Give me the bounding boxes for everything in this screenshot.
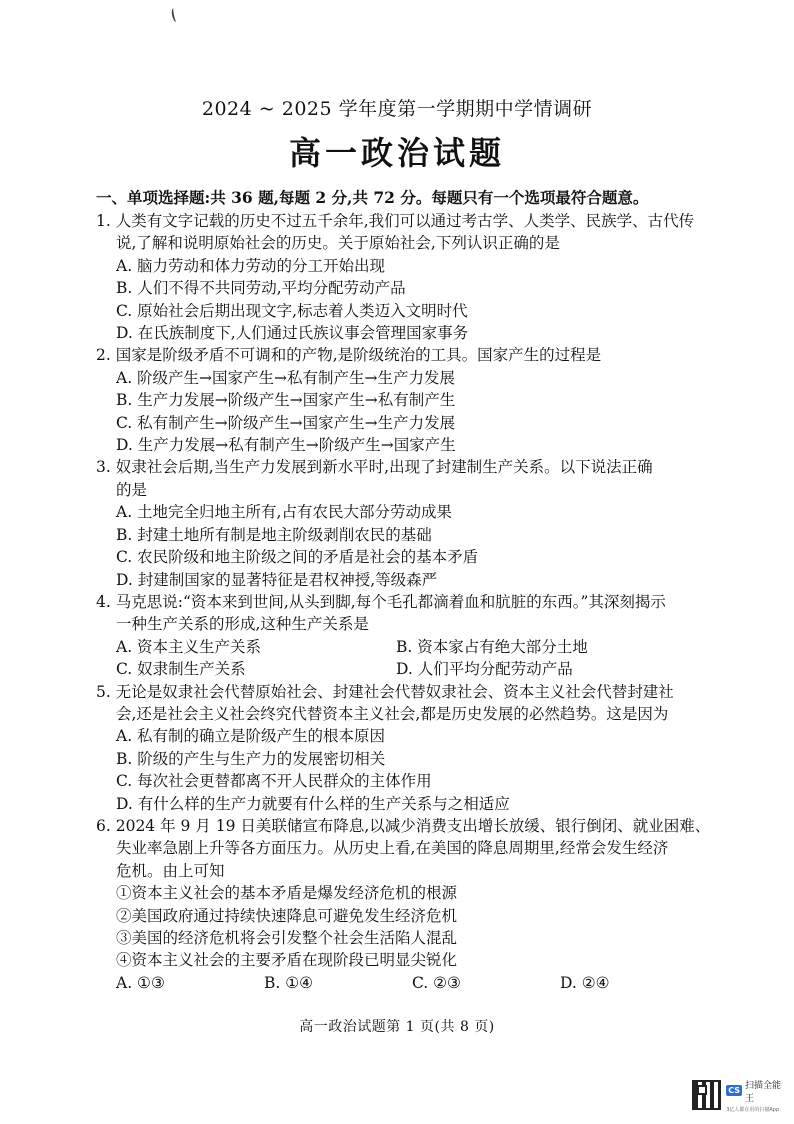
option-a: A. 资本主义生产关系 xyxy=(116,637,262,656)
option-b: B. 阶级的产生与生产力的发展密切相关 xyxy=(116,749,386,768)
option-d: D. 生产力发展→私有制产生→阶级产生→国家产生 xyxy=(116,436,456,455)
question-1-stem xyxy=(96,210,726,255)
option-b: B. 资本家占有绝大部分土地 xyxy=(396,637,588,656)
option-c: C. 原始社会后期出现文字,标志着人类迈入文明时代 xyxy=(116,301,468,320)
option-c: C. 奴隶制生产关系 xyxy=(116,660,246,679)
watermark-tagline: 3亿人都在用的扫描App xyxy=(726,1106,780,1113)
option-a: A. 脑力劳动和体力劳动的分工开始出现 xyxy=(116,256,386,275)
question-3-stem xyxy=(96,456,726,501)
section-heading: 一、单项选择题:共 36 题,每题 2 分,共 72 分。每题只有一个选项最符合题意。 xyxy=(96,188,649,207)
question-4-stem xyxy=(96,591,726,636)
scanner-watermark xyxy=(692,1077,788,1113)
page-footer: 高一政治试题第 1 页(共 8 页) xyxy=(299,1019,495,1035)
question-2-stem xyxy=(96,344,726,366)
option-b: B. 封建土地所有制是地主阶级剥削农民的基础 xyxy=(116,525,432,544)
question-3 xyxy=(96,456,726,590)
option-b: B. 人们不得不共同劳动,平均分配劳动产品 xyxy=(116,279,406,298)
option-d: D. 在氏族制度下,人们通过氏族议事会管理国家事务 xyxy=(116,324,469,343)
statement-3: ③美国的经济危机将会引发整个社会生活陷人混乱 xyxy=(116,929,458,947)
stem-line: 2. 国家是阶级矛盾不可调和的产物,是阶级统治的工具。国家产生的过程是 xyxy=(96,346,602,365)
question-2 xyxy=(96,344,726,456)
option-row xyxy=(96,972,726,994)
stem-line: 3. 奴隶社会后期,当生产力发展到新水平时,出现了封建制生产关系。以下说法正确 xyxy=(96,458,653,477)
stem-line: 会,还是社会主义社会终究代替资本主义社会,都是历史发展的必然趋势。这是因为 xyxy=(116,704,669,723)
option-row xyxy=(96,636,726,658)
stem-line: 5. 无论是奴隶社会代替原始社会、封建社会代替奴隶社会、资本主义社会代替封建社 xyxy=(96,682,674,701)
question-list xyxy=(96,210,726,994)
option-c: C. 每次社会更替都离不开人民群众的主体作用 xyxy=(116,772,432,791)
stem-line: 失业率急剧上升等各方面压力。从历史上看,在美国的降息周期里,经常会发生经济 xyxy=(116,839,669,858)
stem-line: 1. 人类有文字记载的历史不过五千余年,我们可以通过考古学、人类学、民族学、古代传 xyxy=(96,212,695,230)
qr-code-icon xyxy=(692,1080,721,1110)
statement-1: ①资本主义社会的基本矛盾是爆发经济危机的根源 xyxy=(116,884,458,903)
option-a: A. 阶级产生→国家产生→私有制产生→生产力发展 xyxy=(116,368,456,387)
statement-4: ④资本主义社会的主要矛盾在现阶段已明显尖锐化 xyxy=(116,951,458,970)
option-d: D. ②④ xyxy=(560,973,610,992)
question-6-stem xyxy=(96,815,726,882)
question-4 xyxy=(96,591,726,681)
scan-mark xyxy=(171,8,180,23)
cs-logo-icon: CS xyxy=(728,1086,740,1095)
stem-line: 4. 马克思说:“资本来到世间,从头到脚,每个毛孔都滴着血和肮脏的东西。”其深刻揭示 xyxy=(96,592,666,611)
option-c: C. ②③ xyxy=(412,973,461,992)
option-a: A. 土地完全归地主所有,占有农民大部分劳动成果 xyxy=(116,503,452,522)
option-d: D. 人们平均分配劳动产品 xyxy=(396,660,573,679)
question-5 xyxy=(96,681,726,815)
stem-line: 6. 2024 年 9 月 19 日美联储宣布降息,以减少消费支出增长放缓、银行倒闭、就业困难、 xyxy=(96,816,711,835)
option-row xyxy=(96,658,726,680)
question-6 xyxy=(96,815,726,994)
option-d: D. 有什么样的生产力就要有什么样的生产关系与之相适应 xyxy=(116,794,510,813)
stem-line: 说,了解和说明原始社会的历史。关于原始社会,下列认识正确的是 xyxy=(116,234,560,253)
exam-title: 高一政治试题 xyxy=(288,134,505,172)
statement-2: ②美国政府通过持续快速降息可避免发生经济危机 xyxy=(116,906,458,925)
stem-line: 的是 xyxy=(116,480,148,499)
option-b: B. 生产力发展→阶级产生→国家产生→私有制产生 xyxy=(116,391,456,410)
question-5-stem xyxy=(96,681,726,726)
option-b: B. ①④ xyxy=(264,973,314,992)
exam-header: 2024 ~ 2025 学年度第一学期期中学情调研 xyxy=(201,98,593,120)
option-a: A. 私有制的确立是阶级产生的根本原因 xyxy=(116,727,386,746)
option-a: A. ①③ xyxy=(116,973,165,992)
question-1 xyxy=(96,210,726,344)
option-d: D. 封建制国家的显著特征是君权神授,等级森严 xyxy=(116,570,438,589)
watermark-app-name: 扫描全能王 xyxy=(744,1080,781,1104)
stem-line: 一种生产关系的形成,这种生产关系是 xyxy=(116,615,369,634)
watermark-brand-row xyxy=(726,1078,788,1104)
option-c: C. 私有制产生→阶级产生→国家产生→生产力发展 xyxy=(116,413,456,432)
option-c: C. 农民阶级和地主阶级之间的矛盾是社会的基本矛盾 xyxy=(116,548,479,567)
stem-line: 危机。由上可知 xyxy=(116,861,225,880)
watermark-text xyxy=(726,1078,788,1113)
